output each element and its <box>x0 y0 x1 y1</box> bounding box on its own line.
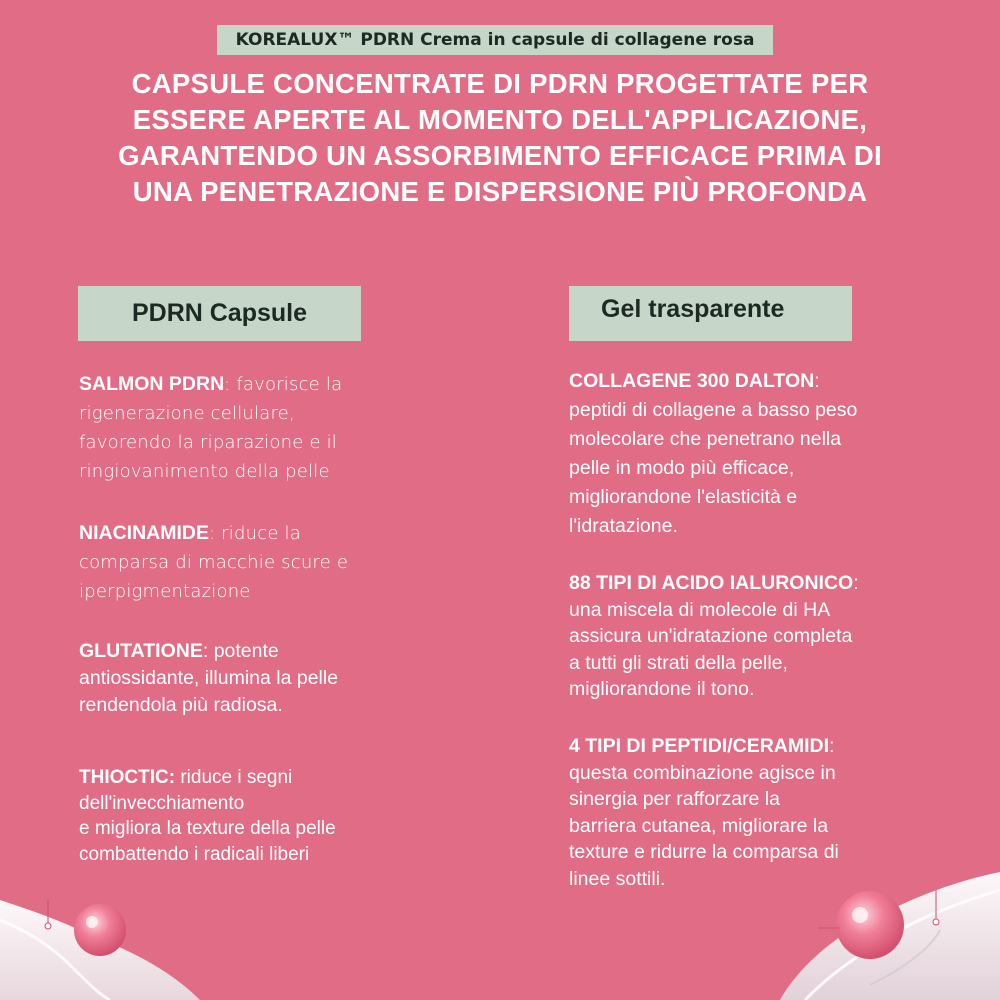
ingredient-text: comparsa di macchie scure e <box>79 552 349 573</box>
headline-line: GARANTENDO UN ASSORBIMENTO EFFICACE PRIMA DI <box>118 140 882 171</box>
ingredient-text: : <box>829 735 835 757</box>
ingredient-text: l'idratazione. <box>569 515 678 537</box>
ingredient-text: rigenerazione cellulare, <box>79 403 295 424</box>
ingredient-text: pelle in modo più efficace, <box>569 457 795 479</box>
ingredient-text: molecolare che penetrano nella <box>569 428 842 450</box>
ingredient-niacinamide <box>79 519 348 606</box>
ingredient-text: rendendola più radiosa. <box>79 694 283 716</box>
headline-line: ESSERE APERTE AL MOMENTO DELL'APPLICAZIONE, <box>132 104 868 135</box>
ingredient-text: favorendo la riparazione e il <box>79 432 337 453</box>
ingredient-text: : potente <box>202 640 279 662</box>
ingredient-acido-ialuronico <box>569 570 859 703</box>
ingredient-text: e migliora la texture della pelle <box>79 818 336 839</box>
ingredient-text: combattendo i radicali liberi <box>79 843 310 865</box>
headline-line: UNA PENETRAZIONE E DISPERSIONE PIÙ PROFONDA <box>132 176 868 207</box>
ingredient-salmon-pdrn <box>79 370 342 486</box>
ingredient-text: barriera cutanea, migliorare la <box>569 814 829 837</box>
ingredient-glutatione <box>79 638 338 719</box>
clear-gel-header: Gel trasparente <box>569 286 852 341</box>
ingredient-text: a tutti gli strati della pelle, <box>569 651 788 674</box>
ingredient-text: ringiovanimento della pelle <box>79 461 330 482</box>
gel-splash-capsule-left-illustration <box>0 890 200 1000</box>
ingredient-text: riduce i segni <box>175 767 293 788</box>
ingredient-collagene <box>569 367 857 541</box>
ingredient-text: migliorandone l'elasticità e <box>569 486 798 508</box>
gel-splash-capsule-right-illustration <box>780 870 1000 1000</box>
ingredient-text: migliorandone il tono. <box>569 678 755 700</box>
ingredient-name: 4 TIPI DI PEPTIDI/CERAMIDI <box>569 735 830 757</box>
headline-line: CAPSULE CONCENTRATE DI PDRN PROGETTATE PER <box>131 68 869 99</box>
ingredient-name: NIACINAMIDE <box>79 522 209 544</box>
ingredient-name: 88 TIPI DI ACIDO IALURONICO <box>569 572 854 594</box>
ingredient-text: questa combinazione agisce in <box>569 761 836 784</box>
ingredient-text: : <box>853 572 859 594</box>
ingredient-text: sinergia per rafforzare la <box>569 788 780 810</box>
ingredient-text: : <box>814 370 820 392</box>
pdrn-capsule-header: PDRN Capsule <box>78 286 361 341</box>
ingredient-text: iperpigmentazione <box>79 581 251 602</box>
ingredient-peptidi-ceramidi <box>569 733 839 892</box>
ingredient-name: GLUTATIONE <box>79 640 203 662</box>
ingredient-name: SALMON PDRN <box>79 373 225 395</box>
ingredient-text: peptidi di collagene a basso peso <box>569 399 858 421</box>
ingredient-thioctic <box>79 765 336 867</box>
ingredient-text: texture e ridurre la comparsa di <box>569 841 839 863</box>
ingredient-name: COLLAGENE 300 DALTON <box>569 370 815 392</box>
ingredient-text: una miscela di molecole di HA <box>569 598 831 621</box>
headline <box>40 66 960 210</box>
ingredient-name: THIOCTIC: <box>79 767 176 788</box>
ingredient-text: : riduce la <box>209 523 301 544</box>
ingredient-text: assicura un'idratazione completa <box>569 625 853 647</box>
ingredient-text: linee sottili. <box>569 867 666 890</box>
ingredient-text: dell'invecchiamento <box>79 792 245 814</box>
ingredient-text: antiossidante, illumina la pelle <box>79 667 339 689</box>
product-name-badge: KOREALUX™ PDRN Crema in capsule di collagene rosa <box>217 25 773 55</box>
ingredient-text: : favorisce la <box>224 374 343 395</box>
